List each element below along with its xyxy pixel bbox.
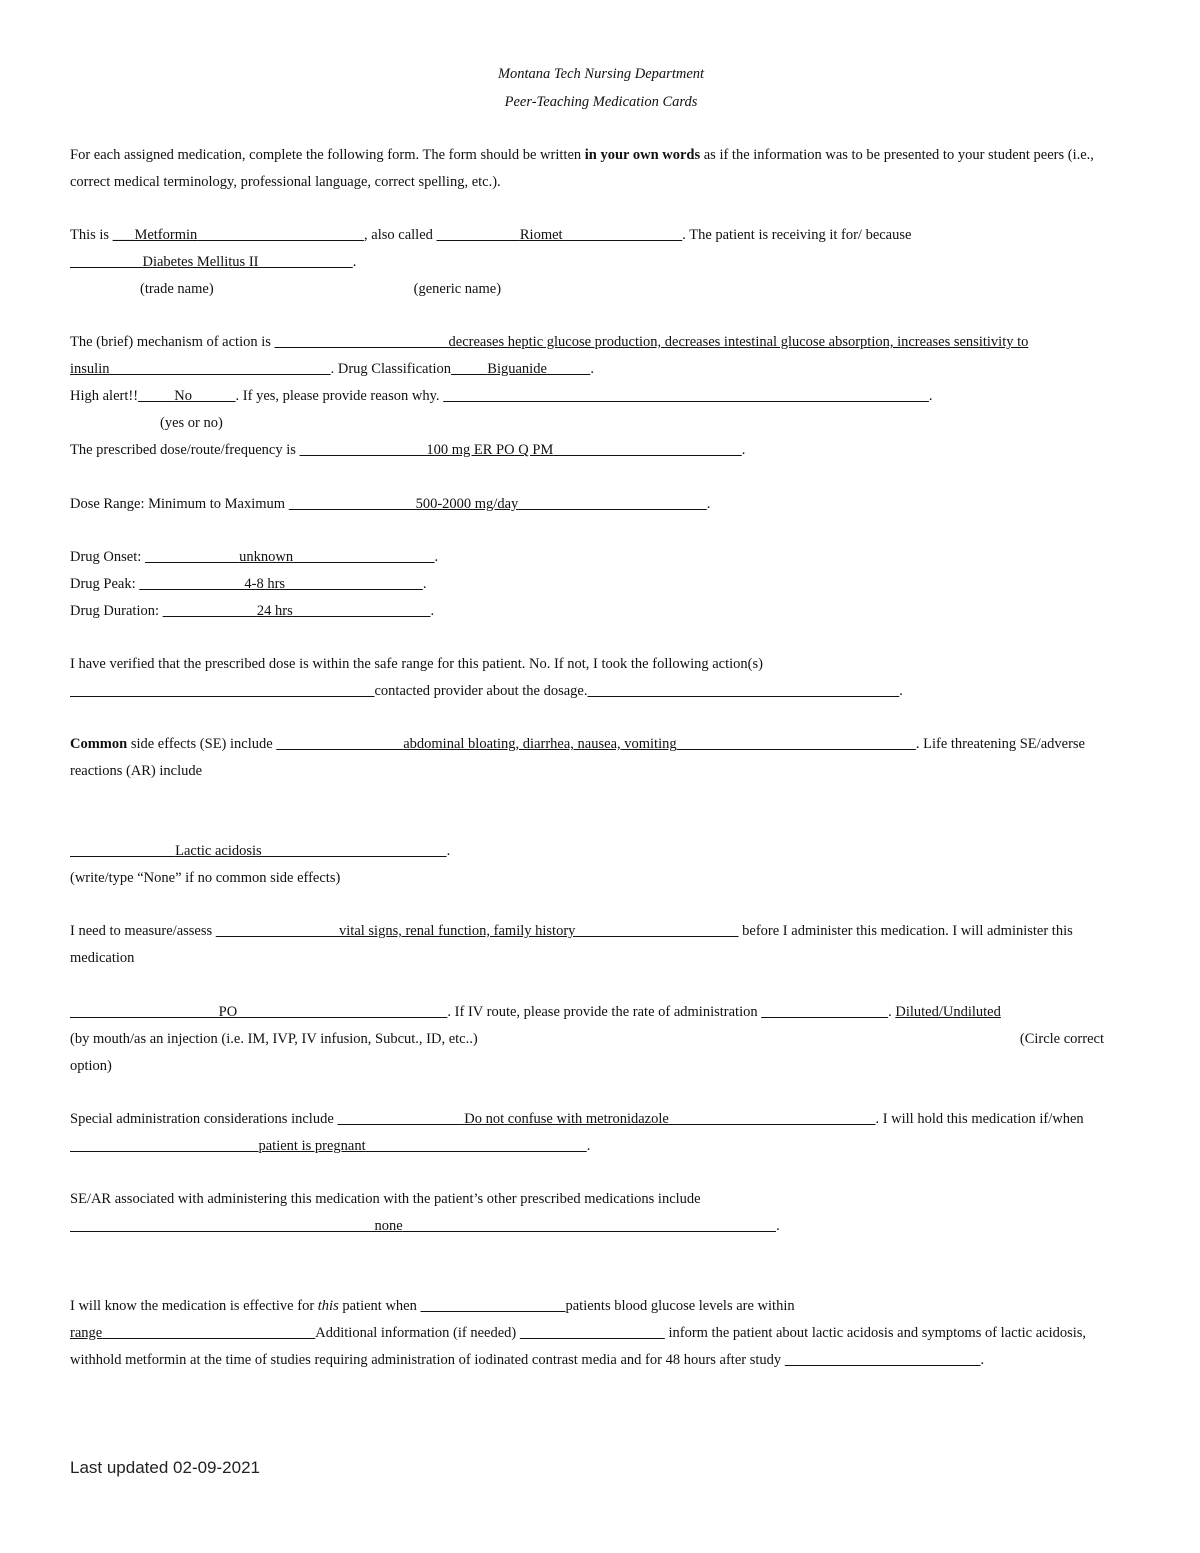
side-effects-field[interactable]: abdominal bloating, diarrhea, nausea, vomiting: [403, 736, 677, 752]
interactions-field[interactable]: none: [374, 1218, 403, 1234]
option-note: option): [70, 1058, 112, 1074]
last-updated: Last updated 02-09-2021: [70, 1458, 260, 1477]
yes-no-label: (yes or no): [160, 415, 223, 431]
verify-action-field[interactable]: contacted provider about the dosage.: [374, 683, 588, 699]
effectiveness-field-cont[interactable]: range: [70, 1325, 103, 1341]
high-alert-reason-field[interactable]: [443, 388, 929, 404]
trade-name-label: (trade name): [140, 281, 214, 297]
high-alert-field[interactable]: No: [174, 388, 193, 404]
route-field[interactable]: PO: [218, 1004, 238, 1020]
intro-emphasis: in your own words: [584, 147, 701, 163]
classification-field[interactable]: Biguanide: [487, 361, 547, 377]
indication-field[interactable]: Diabetes Mellitus II: [142, 254, 259, 270]
hold-condition-field[interactable]: patient is pregnant: [258, 1138, 366, 1154]
effectiveness-section: I will know the medication is effective for this patient when patients blood glucose levels are within range Additional information (if needed) inform the patient about lactic acidosis and symptoms of lactic acidosis, withhold metformin at the time of studies requiring administration of iodinated contrast media and for 48 hours after study .: [70, 1298, 1087, 1368]
additional-info-field[interactable]: inform the patient about lactic acidosis and symptoms of lactic acidosis, withhold metformin at the time of studies requiring administration of iodinated contrast media and for 48 hours after study: [70, 1325, 1087, 1368]
assess-field[interactable]: vital signs, renal function, family history: [339, 923, 576, 939]
peak-field[interactable]: 4-8 hrs: [244, 576, 286, 592]
drug-name-section: This is ___Metformin , also called Riomet . The patient is receiving it for/ because Diabetes Mellitus II . (trade name) (generic name): [70, 227, 912, 297]
dose-field[interactable]: 100 mg ER PO Q PM: [426, 442, 554, 458]
duration-field[interactable]: 24 hrs: [256, 603, 293, 619]
form-page: [70, 60, 1132, 1400]
department-title: Montana Tech Nursing Department: [497, 66, 705, 82]
interactions-section: SE/AR associated with administering this medication with the patient’s other prescribed medications include none .: [70, 1191, 780, 1234]
adverse-section: Lactic acidosis . (write/type “None” if no common side effects): [70, 838, 1132, 892]
route-note: (by mouth/as an injection (i.e. IM, IVP, IV infusion, Subcut., ID, etc..): [70, 1031, 478, 1047]
diluted-option[interactable]: Diluted/Undiluted: [895, 1004, 1001, 1020]
form-title: Peer-Teaching Medication Cards: [504, 94, 698, 110]
none-note: (write/type “None” if no common side effects): [70, 870, 341, 886]
verify-section: I have verified that the prescribed dose is within the safe range for this patient. No. If not, I took the following action(s) contacted provider about the dosage. .: [70, 656, 903, 699]
onset-field[interactable]: unknown: [239, 549, 294, 565]
generic-name-field[interactable]: Riomet: [519, 227, 563, 243]
intro-paragraph: For each assigned medication, complete the following form. The form should be written in your own words as if the information was to be presented to your student peers (i.e., correct medical terminology, professional language, correct spelling, etc.).: [70, 147, 1094, 190]
mechanism-field-cont[interactable]: insulin: [70, 361, 110, 377]
dose-range-section: Dose Range: Minimum to Maximum 500-2000 mg/day .: [70, 496, 711, 512]
effectiveness-field[interactable]: patients blood glucose levels are within: [565, 1298, 795, 1314]
adverse-reactions-field[interactable]: Lactic acidosis: [175, 843, 262, 859]
timing-section: Drug Onset: unknown . Drug Peak: 4-8 hrs . Drug Duration: 24 hrs .: [70, 549, 439, 619]
mechanism-field[interactable]: decreases heptic glucose production, decreases intestinal glucose absorption, increases sensitivity to: [448, 334, 1029, 350]
special-considerations-field[interactable]: Do not confuse with metronidazole: [460, 1111, 673, 1127]
mechanism-section: The (brief) mechanism of action is decreases heptic glucose production, decreases intestinal glucose absorption, increases sensitivity to insulin . Drug Classification Biguanide . High alert!! No . If yes, please provide reason why. . (yes or no) The prescribed dose/route/frequency is 100 mg ER PO Q PM .: [70, 334, 1029, 458]
dose-range-field[interactable]: 500-2000 mg/day: [415, 496, 519, 512]
trade-name-field[interactable]: Metformin: [134, 227, 198, 243]
generic-name-label: (generic name): [413, 281, 502, 297]
document-header: [70, 60, 1132, 116]
side-effects-section: Common side effects (SE) include abdominal bloating, diarrhea, nausea, vomiting . Life threatening SE/adverse reactions (AR) include: [70, 736, 1085, 779]
iv-rate-field[interactable]: [761, 1004, 888, 1020]
special-section: Special administration considerations include Do not confuse with metronidazole . I will hold this medication if/when patient is pregnant .: [70, 1111, 1084, 1154]
route-section: PO . If IV route, please provide the rate of administration . Diluted/Undiluted (by mouth/as an injection (i.e. IM, IVP, IV infusion, Subcut., ID, etc..) (Circle correct option): [70, 999, 1132, 1080]
assess-section: I need to measure/assess vital signs, renal function, family history before I administer this medication. I will administer this medication: [70, 923, 1073, 966]
circle-note: (Circle correct: [1019, 1031, 1104, 1047]
